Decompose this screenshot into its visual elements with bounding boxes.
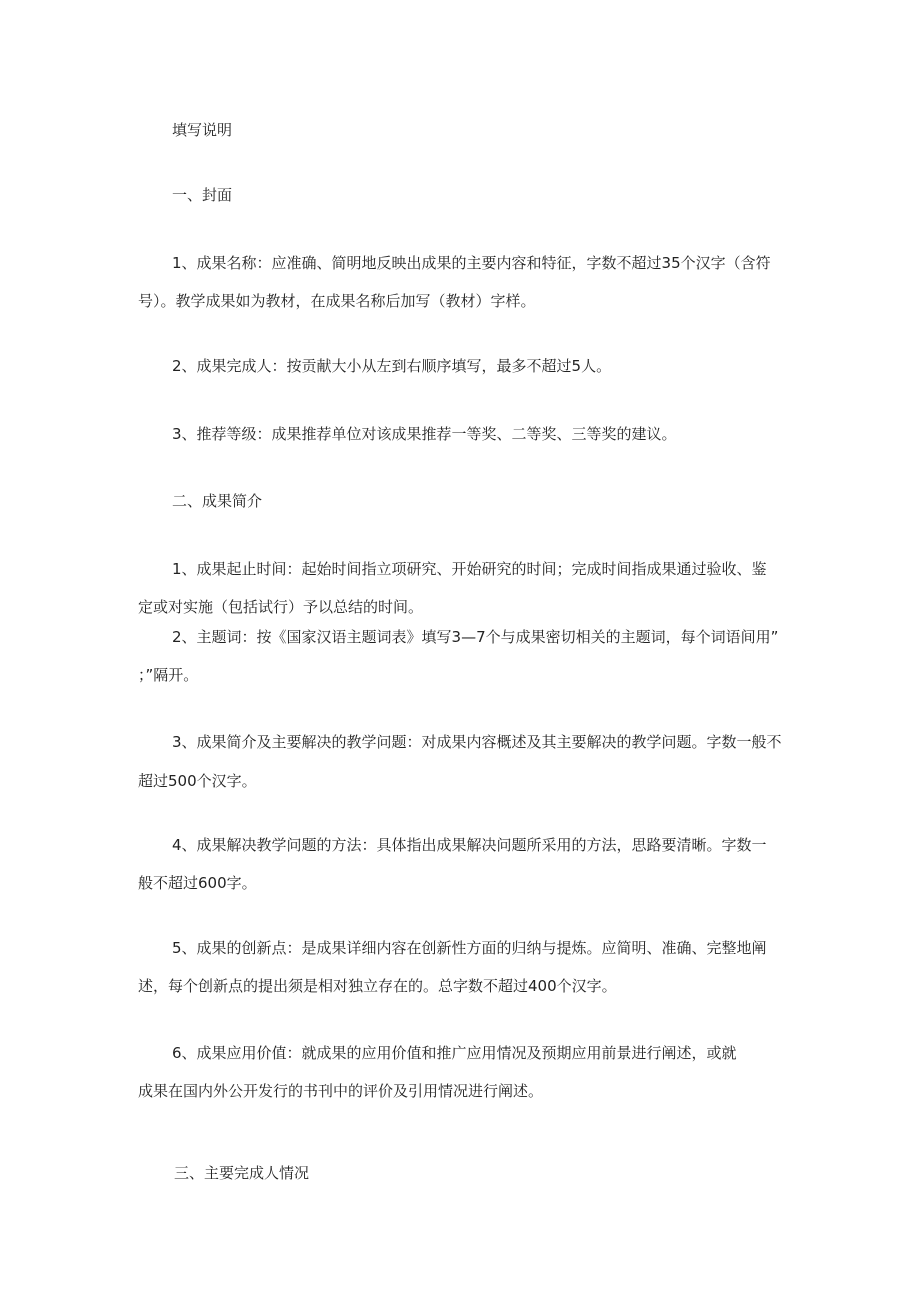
list-item: 1、成果名称：应准确、简明地反映出成果的主要内容和特征，字数不超过35个汉字（含符 xyxy=(172,254,771,272)
list-item-continuation: 定或对实施（包括试行）予以总结的时间。 xyxy=(138,598,424,616)
list-item: 2、主题词：按《国家汉语主题词表》填写3—7个与成果密切相关的主题词，每个词语间用” xyxy=(172,628,779,646)
list-item-continuation: 号）。教学成果如为教材，在成果名称后加写（教材）字样。 xyxy=(138,292,536,310)
list-item: 4、成果解决教学问题的方法：具体指出成果解决问题所采用的方法，思路要清晰。字数一 xyxy=(172,836,767,854)
list-item: 6、成果应用价值：就成果的应用价值和推广应用情况及预期应用前景进行阐述，或就 xyxy=(172,1044,737,1062)
list-item: 3、推荐等级：成果推荐单位对该成果推荐一等奖、二等奖、三等奖的建议。 xyxy=(172,425,677,443)
section-heading-summary: 二、成果简介 xyxy=(172,492,263,510)
document-title: 填写说明 xyxy=(172,121,233,139)
list-item-continuation: 成果在国内外公开发行的书刊中的评价及引用情况进行阐述。 xyxy=(138,1082,544,1100)
list-item: 2、成果完成人：按贡献大小从左到右顺序填写，最多不超过5人。 xyxy=(172,357,612,375)
list-item: 5、成果的创新点：是成果详细内容在创新性方面的归纳与提炼。应简明、准确、完整地阐 xyxy=(172,939,767,957)
section-heading-completers: 三、主要完成人情况 xyxy=(174,1164,310,1182)
list-item: 3、成果简介及主要解决的教学问题：对成果内容概述及其主要解决的教学问题。字数一般不 xyxy=(172,733,782,751)
list-item: 1、成果起止时间：起始时间指立项研究、开始研究的时间；完成时间指成果通过验收、鉴 xyxy=(172,560,767,578)
list-item-continuation: 超过500个汉字。 xyxy=(138,772,257,790)
section-heading-cover: 一、封面 xyxy=(172,186,233,204)
list-item-continuation: 述，每个创新点的提出须是相对独立存在的。总字数不超过400个汉字。 xyxy=(138,977,617,995)
list-item-continuation: 般不超过600字。 xyxy=(138,874,257,892)
list-item-continuation: ；”隔开。 xyxy=(138,666,199,684)
